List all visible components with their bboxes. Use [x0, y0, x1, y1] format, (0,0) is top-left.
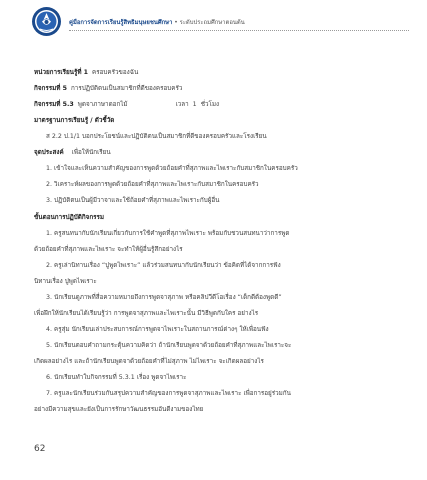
time-label: เวลา [175, 101, 189, 108]
objective-item: 1. เข้าใจและเห็นความสำคัญของการพูดด้วยถ้อยคำที่สุภาพและไพเราะกับสมาชิกในครอบครัว [46, 165, 298, 172]
step-item: 7. ครูและนักเรียนร่วมกันสรุปความสำคัญของการพูดจาสุภาพและไพเราะ เพื่อการอยู่ร่วมกัน [46, 390, 291, 397]
unit-label: หน่วยการเรียนรู้ที่ 1 [34, 69, 89, 76]
step-item: 1. ครูสนทนากับนักเรียนเกี่ยวกับการใช้คำพูดที่สุภาพไพเราะ พร้อมกับชวนสนทนาว่าการพูด [46, 230, 290, 237]
page-number: 62 [34, 444, 46, 454]
step-item: 4. ครูสุ่ม นักเรียนเล่าประสบการณ์การพูดจาไพเราะในสถานการณ์ต่างๆ ให้เพื่อนฟัง [46, 326, 269, 333]
step-item: 5. นักเรียนตอบคำถามกระตุ้นความคิดว่า ถ้านักเรียนพูดจาด้วยถ้อยคำที่สุภาพและไพเราะจะ [46, 342, 292, 349]
standard-heading: มาตรฐานการเรียนรู้ / ตัวชี้วัด [34, 117, 115, 124]
standard-text: ส 2.2 ป.1/1 บอกประโยชน์และปฏิบัติตนเป็นสมาชิกที่ดีของครอบครัวและโรงเรียน [46, 133, 267, 140]
activity-sub-line [34, 100, 219, 109]
objectives-heading: จุดประสงค์ [34, 149, 64, 156]
activity-line [34, 84, 182, 93]
objectives-intro: เพื่อให้นักเรียน [71, 149, 111, 156]
activity-sub-label: กิจกรรมที่ 5.3 [34, 101, 74, 108]
objective-item: 2. วิเคราะห์ผลของการพูดด้วยถ้อยคำที่สุภาพและไพเราะกับสมาชิกในครอบครัว [46, 181, 259, 188]
unit-value: ครอบครัวของฉัน [92, 69, 139, 76]
unit-line [34, 68, 138, 77]
level-subtitle: • ระดับประถมศึกษาตอนต้น [174, 20, 245, 26]
time-value: 1 [192, 101, 197, 108]
step-continuation: นิทานเรื่อง ปูพูดไพเราะ [34, 278, 97, 285]
step-continuation: เพื่อฝึกให้นักเรียนได้เรียนรู้ว่า การพูดจาสุภาพและไพเราะนั้น มีวิธีพูดกับใคร อย่างไร [34, 310, 259, 317]
step-item: 3. นักเรียนดูภาพที่สื่อความหมายถึงการพูดจาสุภาพ หรือคลิปวีดีโอเรื่อง “เด็กดีต้องพูดดี” [46, 294, 282, 301]
step-item: 2. ครูเล่านิทานเรื่อง “ปูพูดไพเราะ” แล้วร่วมสนทนากับนักเรียนว่า ข้อคิดที่ได้จากการฟัง [46, 262, 281, 269]
step-continuation: ด้วยถ้อยคำที่สุภาพและไพเราะ จะทำให้ผู้อื่นรู้สึกอย่างไร [34, 246, 183, 253]
objectives-line [34, 148, 111, 157]
handbook-title: คู่มือการจัดการเรียนรู้สิทธิมนุษยชนศึกษา [69, 20, 173, 26]
time-unit: ชั่วโมง [200, 101, 220, 108]
objective-item: 3. ปฏิบัติตนเป็นผู้มีวาจาและใช้ถ้อยคำที่สุภาพและไพเราะกับผู้อื่น [46, 197, 220, 204]
activity-sub-value: พูดจาภาษาดอกไม้ [77, 101, 128, 108]
step-continuation: อย่างมีความสุขและยังเป็นการรักษาวัฒนธรรมอันดีงามของไทย [34, 406, 204, 413]
activity-label: กิจกรรมที่ 5 [34, 85, 67, 92]
activity-value: การปฏิบัติตนเป็นสมาชิกที่ดีของครอบครัว [70, 85, 183, 92]
step-item: 6. นักเรียนทำใบกิจกรรมที่ 5.3.1 เรื่อง พูดจาไพเราะ [46, 374, 187, 381]
steps-heading: ขั้นตอนการปฏิบัติกิจกรรม [34, 214, 105, 221]
step-continuation: เกิดผลอย่างไร และถ้านักเรียนพูดจาด้วยถ้อยคำที่ไม่สุภาพ ไม่ไพเราะ จะเกิดผลอย่างไร [34, 358, 264, 365]
